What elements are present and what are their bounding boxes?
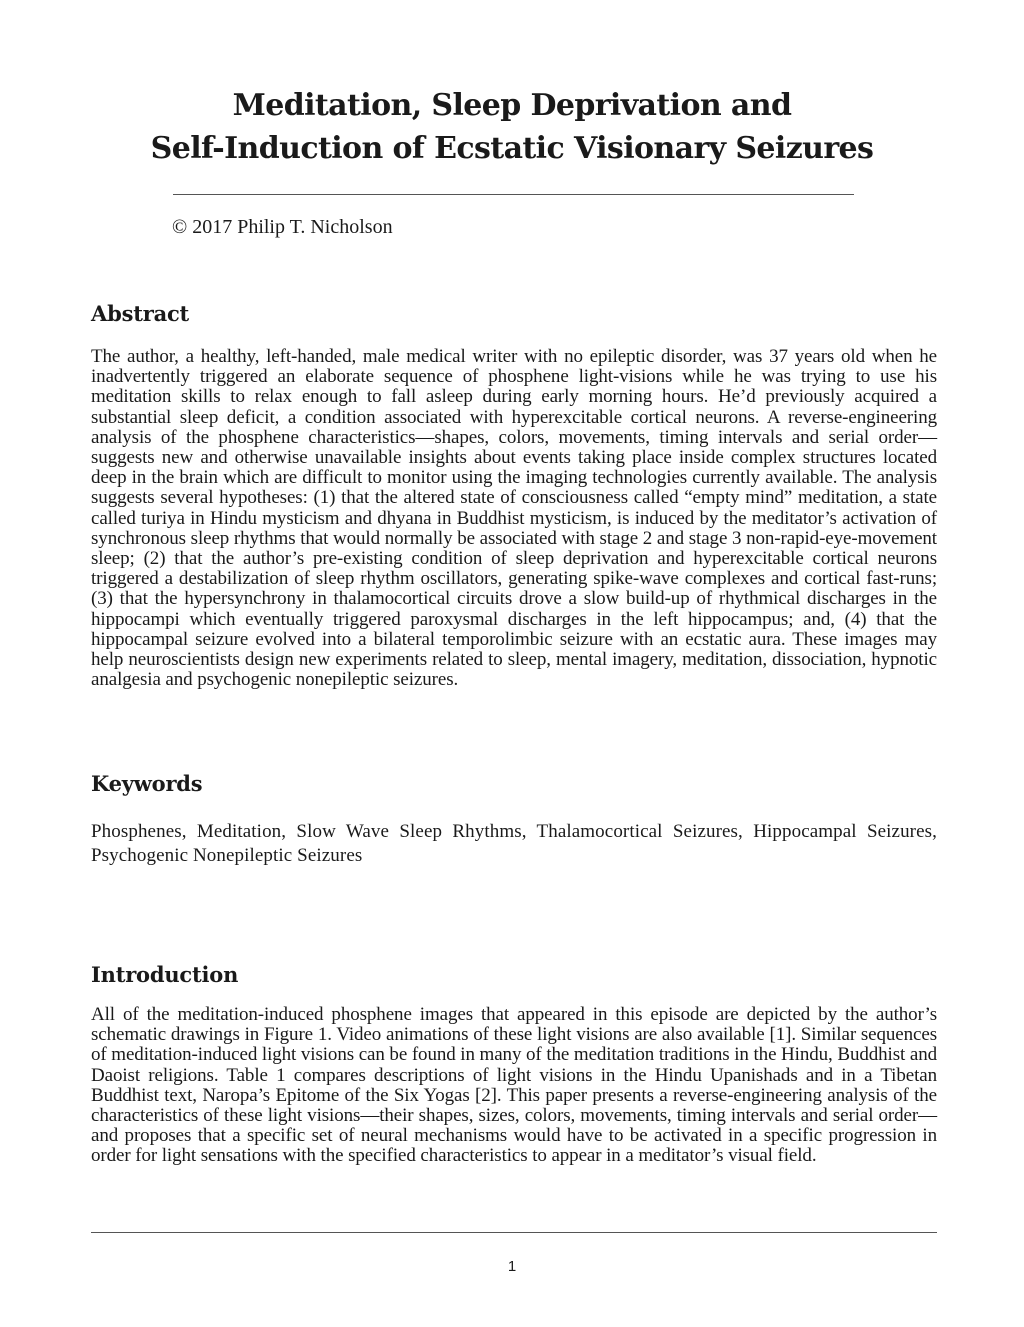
keywords-text: Phosphenes, Meditation, Slow Wave Sleep Rhythms, Thalamocortical Seizures, Hippocampal Seizures, Psychogenic Nonepileptic Seizures xyxy=(91,821,937,866)
keywords-heading: Keywords xyxy=(91,771,203,796)
title-divider xyxy=(173,194,854,195)
abstract-heading: Abstract xyxy=(91,301,190,326)
abstract-text: The author, a healthy, left-handed, male medical writer with no epileptic disorder, was 37 years old when he inadvertently triggered an elaborate sequence of phosphene light-visions while he was trying to use his meditation skills to relax enough to fall asleep during early morning hours. He’d previously acquired a substantial sleep deficit, a condition associated with hyperexcitable cortical neurons. A reverse-engineering analysis of the phosphene characteristics—shapes, colors, movements, timing intervals and serial order—suggests new and otherwise unavailable insights about events taking place inside complex structures located deep in the brain which are difficult to monitor using the imaging technologies currently available. The analysis suggests several hypotheses: (1) that the altered state of consciousness called “empty mind” meditation, a state called turiya in Hindu mysticism and dhyana in Buddhist mysticism, is induced by the meditator’s activation of synchronous sleep rhythms that would normally be associated with stage 2 and stage 3 non-rapid-eye-movement sleep; (2) that the author’s pre-existing condition of sleep deprivation and hyperexcitable cortical neurons triggered a destabilization of sleep rhythm oscillators, generating spike-wave complexes and cortical fast-runs; (3) that the hypersynchrony in thalamocortical circuits drove a slow build-up of rhythmical discharges in the hippocampi which eventually triggered paroxysmal discharges in the left hippocampus; and, (4) that the hippocampal seizure evolved into a bilateral temporolimbic seizure with an ecstatic aura. These images may help neuroscientists design new experiments related to sleep, mental imagery, meditation, dissociation, hypnotic analgesia and psychogenic nonepileptic seizures. xyxy=(91,346,937,691)
page-number: 1 xyxy=(507,1258,517,1275)
paper-title xyxy=(112,84,912,170)
paper-title-line-2: Self-Induction of Ecstatic Visionary Seizures xyxy=(150,131,874,166)
paper-title-line-1: Meditation, Sleep Deprivation and xyxy=(232,88,792,123)
copyright-line: © 2017 Philip T. Nicholson xyxy=(172,216,393,238)
introduction-heading: Introduction xyxy=(91,962,239,987)
introduction-text: All of the meditation-induced phosphene images that appeared in this episode are depicted by the author’s schematic drawings in Figure 1. Video animations of these light visions are also available [1]. Similar sequences of meditation-induced light visions can be found in many of the meditation traditions in the Hindu, Buddhist and Daoist religions. Table 1 compares descriptions of light visions in the Hindu Upanishads and in a Tibetan Buddhist text, Naropa’s Epitome of the Six Yogas [2]. This paper presents a reverse-engineering analysis of the characteristics of these light visions—their shapes, sizes, colors, movements, timing intervals and serial order—and proposes that a specific set of neural mechanisms would have to be activated in a specific progression in order for light sensations with the specified characteristics to appear in a meditator’s visual field. xyxy=(91,1004,937,1167)
footer-divider xyxy=(91,1232,937,1233)
